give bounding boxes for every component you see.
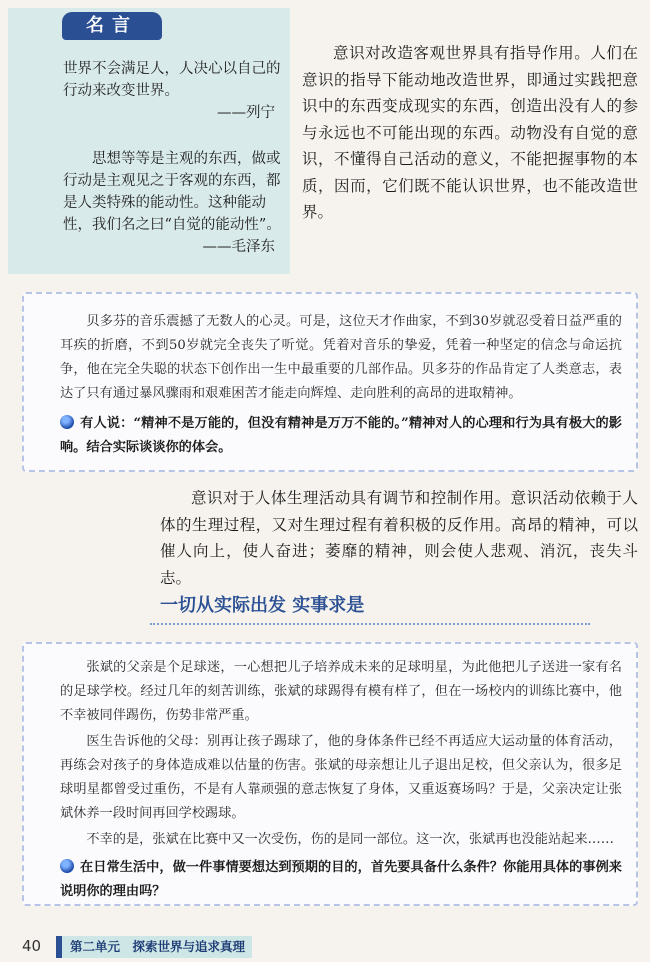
quote-lenin xyxy=(63,58,293,124)
story-beethoven-text: 贝多芬的音乐震撼了无数人的心灵。可是，这位天才作曲家，不到30岁就忍受着日益严重的耳疾的折磨，不到50岁就完全丧失了听觉。凭着对音乐的挚爱，凭着一种坚定的信念与命运抗争，他在完全失聪的状态下创作出一生中最重要的几部作品。贝多芬的作品肯定了人类意志，表达了只有通过暴风骤雨和艰难困苦才能走向辉煌、走向胜利的高昂的进取精神。 xyxy=(60,314,622,401)
quote-mao-text: 思想等等是主观的东西，做或行动是主观见之于客观的东西，都是人类特殊的能动性。这种能动性，我们名之曰“自觉的能动性”。 xyxy=(63,151,281,233)
story-box-zhangbin xyxy=(22,642,638,906)
question-globe-icon xyxy=(60,859,74,873)
quote-panel xyxy=(8,8,290,274)
paragraph-guiding-role: 意识对改造客观世界具有指导作用。人们在意识的指导下能动地改造世界，即通过实践把意识中的东西变成现实的东西，创造出没有人的参与永远也不可能出现的东西。动物没有自觉的意识，不懂得自己活动的意义，不能把握事物的本质，因而，它们既不能认识世界，也不能改造世界。 xyxy=(302,44,638,221)
story-box-beethoven xyxy=(22,292,638,472)
question-globe-icon xyxy=(60,415,74,429)
section-title: 一切从实际出发 实事求是 xyxy=(160,595,365,616)
quote-mao-author: ——毛泽东 xyxy=(202,239,275,255)
story-zhangbin-part-1: 张斌的父亲是个足球迷，一心想把儿子培养成未来的足球明星，为此他把儿子送进一家有名的足球学校。经过几年的刻苦训练，张斌的球踢得有模有样了，但在一场校内的训练比赛中，他不幸被同伴踢伤，伤势非常严重。 xyxy=(60,660,622,723)
quote-mao xyxy=(63,148,293,258)
discussion-question-2 xyxy=(60,856,622,904)
unit-label: 第二单元 探索世界与追求真理 xyxy=(56,936,252,958)
page-number: 40 xyxy=(22,937,42,955)
section-heading xyxy=(0,592,650,622)
paragraph-physiology: 意识对于人体生理活动具有调节和控制作用。意识活动依赖于人体的生理过程，又对生理过程有着积极的反作用。高昂的精神，可以催人向上，使人奋进；萎靡的精神，则会使人悲观、消沉，丧失斗志。 xyxy=(160,489,638,587)
discussion-question-2-text: 在日常生活中，做一件事情要想达到预期的目的，首先要具备什么条件？你能用具体的事例来说明你的理由吗？ xyxy=(60,860,622,899)
discussion-question-1 xyxy=(60,412,622,460)
section-divider xyxy=(150,623,590,625)
quote-lenin-text: 世界不会满足人，人决心以自己的行动来改变世界。 xyxy=(63,61,281,99)
quote-tab-label: 名言 xyxy=(62,12,162,40)
discussion-question-1-text: 有人说：“精神不是万能的，但没有精神是万万不能的。”精神对人的心理和行为具有极大的影响。结合实际谈谈你的体会。 xyxy=(60,416,622,455)
story-zhangbin-part-2: 医生告诉他的父母：别再让孩子踢球了，他的身体条件已经不再适应大运动量的体育活动，再练会对孩子的身体造成难以估量的伤害。张斌的母亲想让儿子退出足校，但父亲认为，很多足球明星都曾受过重伤，不是有人靠顽强的意志恢复了身体，又重返赛场吗？于是，父亲决定让张斌休养一段时间再回学校踢球。 xyxy=(60,734,622,821)
story-zhangbin-part-3: 不幸的是，张斌在比赛中又一次受伤，伤的是同一部位。这一次，张斌再也没能站起来…… xyxy=(86,832,614,847)
quote-lenin-author: ——列宁 xyxy=(217,105,275,121)
